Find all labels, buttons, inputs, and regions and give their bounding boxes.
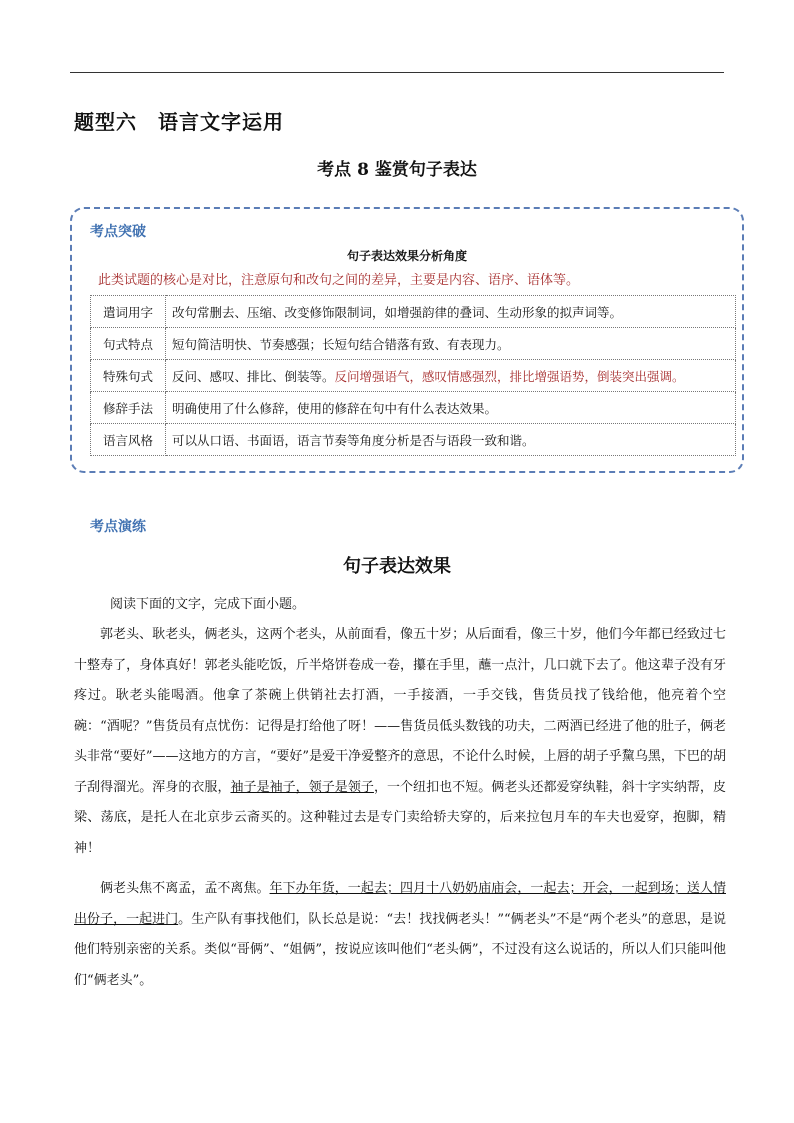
row-description: 明确使用了什么修辞，使用的修辞在句中有什么表达效果。 — [166, 392, 736, 424]
passage-paragraph-2 — [74, 874, 726, 996]
passage-paragraph-1 — [74, 620, 726, 864]
point-title: 考点 8 鉴赏句子表达 — [317, 160, 477, 180]
breakthrough-subtitle: 句子表达效果分析角度 — [346, 249, 467, 263]
row-category: 修辞手法 — [91, 392, 166, 424]
row-category: 句式特点 — [91, 328, 166, 360]
row-description-emphasis: 反问增强语气，感叹情感强烈，排比增强语势，倒装突出强调。 — [334, 368, 685, 384]
row-description — [166, 360, 736, 392]
row-category: 遣词用字 — [91, 296, 166, 328]
row-description: 改句常删去、压缩、改变修饰限制词，如增强韵律的叠词、生动形象的拟声词等。 — [166, 296, 736, 328]
breakthrough-box — [70, 207, 744, 473]
table-row — [91, 360, 736, 392]
header-rule — [70, 72, 724, 73]
reading-instruction: 阅读下面的文字，完成下面小题。 — [110, 597, 306, 612]
passage-title: 句子表达效果 — [343, 556, 451, 577]
paragraph-text: ，一个纽扣也不短。俩老头还都爱穿纨鞋，斜十字实纳帮，皮梁、荡底，是托人在北京步云斋买的。这种鞋过去是专门卖给轿夫穿的，后来拉包月车的车夫也爱穿，抱脚，精神！ — [74, 779, 726, 856]
analysis-table — [90, 295, 736, 456]
breakthrough-label: 考点突破 — [90, 224, 146, 240]
table-row — [91, 424, 736, 456]
paragraph-text: 郭老头、耿老头，俩老头，这两个老头，从前面看，像五十岁；从后面看，像三十岁，他们今年都已经致过七十整寿了，身体真好！郭老头能吃饭，斤半烙饼卷成一卷，攥在手里，蘸一点汁，几口就下去了。他这辈子没有牙疼过。耿老头能喝酒。他拿了茶碗上供销社去打酒，一手接酒，一手交钱，售货员找了钱给他，他亮着个空碗：“酒呢？”售货员有点忧伤：记得是打给他了呀！——售货员低头数钱的功夫，二两酒已经进了他的肚子，俩老头非常“要好”——这地方的方言，“要好”是爱干净爱整齐的意思，不论什么时候，上唇的胡子乎黧乌黑，下巴的胡子刮得溜光。浑身的衣服， — [74, 627, 726, 795]
table-row — [91, 392, 736, 424]
paragraph-text: 俩老头焦不离孟，孟不离焦。 — [100, 881, 270, 896]
underlined-sentence: 年下办年货，一起去；四月十八奶奶庙庙会，一起去；开会，一起到场；送人情出份子，一起进门 — [74, 881, 726, 927]
row-category: 特殊句式 — [91, 360, 166, 392]
row-description-plain: 反问、感叹、排比、倒装等。 — [172, 368, 335, 384]
row-description: 短句简洁明快、节奏感强；长短句结合错落有致、有表现力。 — [166, 328, 736, 360]
practice-label: 考点演练 — [90, 519, 146, 535]
table-row — [91, 296, 736, 328]
table-row — [91, 328, 736, 360]
row-category: 语言风格 — [91, 424, 166, 456]
breakthrough-intro: 此类试题的核心是对比，注意原句和改句之间的差异，主要是内容、语序、语体等。 — [98, 273, 580, 288]
row-description: 可以从口语、书面语，语言节奏等角度分析是否与语段一致和谐。 — [166, 424, 736, 456]
paragraph-text: 。生产队有事找他们，队长总是说：“去！找找俩老头！”“俩老头”不是“两个老头”的意思，是说他们特别亲密的关系。类似“哥俩”、“姐俩”，按说应该叫他们“老头俩”，不过没有这么说话的，所以人们只能叫他们“俩老头”。 — [74, 911, 726, 988]
underlined-sentence: 袖子是袖子，领子是领子 — [230, 779, 374, 795]
section-title: 题型六 语言文字运用 — [74, 110, 284, 134]
